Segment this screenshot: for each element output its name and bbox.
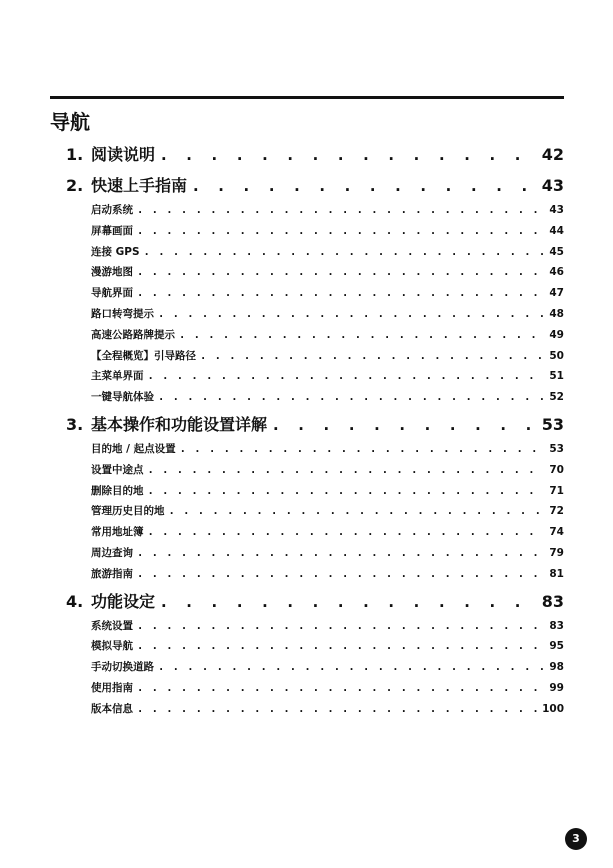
entry-title: 目的地 / 起点设置 <box>91 442 176 455</box>
section-page-number: 42 <box>541 145 564 164</box>
toc-entry[interactable] <box>66 566 564 587</box>
entry-title: 周边查询 <box>91 546 133 559</box>
toc-entry[interactable] <box>66 483 564 504</box>
dot-leader <box>148 464 546 476</box>
toc-entry[interactable] <box>66 680 564 701</box>
toc-section[interactable] <box>66 589 564 618</box>
toc-entry[interactable] <box>66 285 564 306</box>
toc-entry[interactable] <box>66 389 564 410</box>
entry-title: 路口转弯提示 <box>91 307 154 320</box>
entry-title: 手动切换道路 <box>91 661 154 674</box>
dot-leader <box>137 640 545 652</box>
dot-leader <box>137 568 545 580</box>
entry-page-number: 99 <box>549 681 564 694</box>
toc-entry[interactable] <box>66 306 564 327</box>
dot-leader <box>137 620 545 632</box>
entry-title: 设置中途点 <box>91 463 144 476</box>
dot-leader <box>148 370 546 382</box>
toc-entry[interactable] <box>66 462 564 483</box>
entry-title: 高速公路路牌提示 <box>91 328 175 341</box>
entry-title: 启动系统 <box>91 204 133 216</box>
toc-entry[interactable] <box>66 545 564 566</box>
toc-entry[interactable] <box>66 264 564 285</box>
entry-title: 主菜单界面 <box>91 370 144 383</box>
section-title: 基本操作和功能设置详解 <box>91 414 268 434</box>
entry-title: 版本信息 <box>91 702 133 715</box>
entry-page-number: 100 <box>542 702 564 715</box>
toc-entry[interactable] <box>66 618 564 639</box>
dot-leader <box>158 391 545 403</box>
entry-title: 一键导航体验 <box>91 391 154 404</box>
section-title: 功能设定 <box>91 591 156 611</box>
section-number: 4. <box>66 591 84 611</box>
toc-entry[interactable] <box>66 348 564 369</box>
entry-page-number: 51 <box>549 370 564 383</box>
dot-leader <box>148 526 546 538</box>
entry-page-number: 72 <box>549 505 564 518</box>
dot-leader <box>137 287 545 299</box>
entry-page-number: 83 <box>549 619 564 632</box>
entry-page-number: 53 <box>549 442 564 455</box>
dot-leader <box>159 592 538 611</box>
toc-entry[interactable] <box>66 524 564 545</box>
toc-section[interactable] <box>66 142 564 171</box>
entry-page-number: 52 <box>549 391 564 404</box>
entry-title: 导航界面 <box>91 287 133 300</box>
dot-leader <box>271 415 538 434</box>
toc-entry[interactable] <box>66 441 564 462</box>
toc-entry[interactable] <box>66 327 564 348</box>
dot-leader <box>137 703 538 715</box>
entry-page-number: 79 <box>549 546 564 559</box>
entry-page-number: 74 <box>549 526 564 539</box>
toc-entry[interactable] <box>66 223 564 244</box>
dot-leader <box>180 443 546 455</box>
dot-leader <box>179 329 545 341</box>
toc-entry[interactable] <box>66 244 564 265</box>
dot-leader <box>137 204 545 216</box>
entry-page-number: 49 <box>549 328 564 341</box>
section-title: 阅读说明 <box>91 145 156 164</box>
entry-title: 使用指南 <box>91 681 133 694</box>
dot-leader <box>144 246 546 258</box>
toc-section[interactable] <box>66 173 564 202</box>
toc-section[interactable] <box>66 412 564 441</box>
page-number-badge: 3 <box>565 828 587 850</box>
entry-title: 管理历史目的地 <box>91 505 165 518</box>
dot-leader <box>137 225 545 237</box>
dot-leader <box>137 682 545 694</box>
table-of-contents <box>66 140 564 722</box>
dot-leader <box>200 350 545 362</box>
section-page-number: 53 <box>541 414 564 434</box>
entry-title: 连接 GPS <box>91 245 140 258</box>
entry-page-number: 70 <box>549 463 564 476</box>
entry-page-number: 50 <box>549 349 564 362</box>
entry-title: 常用地址簿 <box>91 526 144 539</box>
section-number: 1. <box>66 145 84 164</box>
toc-entry[interactable] <box>66 368 564 389</box>
dot-leader <box>148 485 546 497</box>
section-page-number: 43 <box>541 176 564 195</box>
entry-title: 漫游地图 <box>91 266 133 279</box>
entry-page-number: 47 <box>549 287 564 300</box>
section-title: 快速上手指南 <box>91 176 188 195</box>
dot-leader <box>158 308 545 320</box>
entry-page-number: 46 <box>549 266 564 279</box>
entry-title: 删除目的地 <box>91 484 144 497</box>
dot-leader <box>158 661 545 673</box>
section-number: 2. <box>66 176 84 195</box>
entry-title: 系统设置 <box>91 619 133 632</box>
dot-leader <box>191 176 538 195</box>
entry-page-number: 81 <box>549 567 564 580</box>
entry-title: 模拟导航 <box>91 640 133 653</box>
toc-entry[interactable] <box>66 701 564 722</box>
toc-entry[interactable] <box>66 659 564 680</box>
entry-page-number: 44 <box>549 224 564 237</box>
entry-title: 旅游指南 <box>91 567 133 580</box>
toc-entry[interactable] <box>66 202 564 223</box>
entry-page-number: 95 <box>549 640 564 653</box>
entry-page-number: 98 <box>549 661 564 674</box>
entry-title: 屏幕画面 <box>91 224 133 237</box>
page-title: 导航 <box>50 110 90 134</box>
section-page-number: 83 <box>541 591 564 611</box>
toc-entry[interactable] <box>66 638 564 659</box>
entry-page-number: 45 <box>549 245 564 258</box>
toc-entry[interactable] <box>66 503 564 524</box>
dot-leader <box>169 505 546 517</box>
entry-page-number: 43 <box>549 204 564 216</box>
header-rule <box>50 96 564 99</box>
entry-page-number: 48 <box>549 307 564 320</box>
dot-leader <box>137 547 545 559</box>
dot-leader <box>137 266 545 278</box>
entry-title: 【全程概览】引导路径 <box>91 349 196 362</box>
section-number: 3. <box>66 414 84 434</box>
entry-page-number: 71 <box>549 484 564 497</box>
dot-leader <box>159 145 538 164</box>
